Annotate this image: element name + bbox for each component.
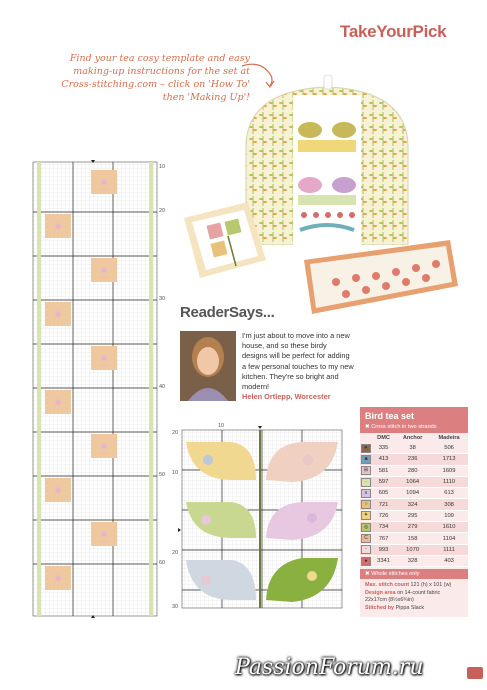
key-symbol [360,522,372,533]
thread-swatch-icon: ∧ [361,489,371,498]
left-tick-4: 40 [159,384,165,390]
key-dmc: 597 [372,476,395,487]
key-anchor: 324 [395,499,430,510]
key-madeira: 308 [430,499,468,510]
thread-swatch-icon: ● [361,557,371,566]
watermark: PassionForum.ru [235,655,424,680]
thread-swatch-icon: ♥ [361,444,371,453]
key-dmc: 721 [372,499,395,510]
key-madeira: 109 [430,510,468,521]
bottom-top-tick: 10 [218,423,225,429]
bird-chart [172,420,348,612]
stitched-by: Pippa Slack [395,605,425,612]
key-table [360,433,468,567]
thread-swatch-icon: ⊞ [361,466,371,475]
design-area-label: Design area [365,589,396,596]
key-row [360,544,468,555]
key-dmc: 581 [372,465,395,476]
key-anchor: 295 [395,510,430,521]
reader-name: Helen Ortlepp, Worcester [242,392,331,402]
key-madeira: 1104 [430,533,468,544]
key-madeira: 1610 [430,522,468,533]
thread-swatch-icon: ✦ [361,511,371,520]
thread-swatch-icon: C [361,534,371,543]
stitch-count: 121 (h) x 101 (w) [410,582,452,589]
thread-swatch-icon: ▫ [361,545,371,554]
key-symbol [360,544,372,555]
bottom-side-tick-2: 10 [172,470,179,476]
key-anchor: 1094 [395,488,430,499]
reader-quote [242,331,354,402]
key-madeira: 1713 [430,454,468,465]
key-row [360,510,468,521]
key-footer [360,579,468,615]
key-symbol [360,476,372,487]
key-anchor: 236 [395,454,430,465]
strip-chart [25,160,165,618]
key-row [360,488,468,499]
key-header-madeira: Madeira [438,435,460,441]
key-symbol [360,465,372,476]
key-symbol [360,555,372,566]
stitch-count-label: Max. stitch count [365,582,410,589]
key-symbol [360,510,372,521]
key-symbol [360,454,372,465]
thread-swatch-icon: ◎ [361,523,371,532]
thread-swatch-icon: · [361,478,371,487]
reader-photo [180,331,236,401]
key-anchor: 38 [395,443,430,454]
key-anchor: 1070 [395,544,430,555]
key-row [360,555,468,566]
thread-swatch-icon: ■ [361,455,371,464]
key-row [360,499,468,510]
key-madeira: 1110 [430,476,468,487]
key-madeira: 1609 [430,465,468,476]
bottom-side-tick-3: 20 [172,550,179,556]
key-row [360,476,468,487]
page-number-badge [467,667,483,679]
left-tick-3: 30 [159,296,165,302]
key-row [360,454,468,465]
key-symbol [360,488,372,499]
reader-says-title: ReaderSays... [180,304,275,321]
key-madeira: 506 [430,443,468,454]
coaster-photo [178,200,270,280]
key-madeira: 403 [430,555,468,566]
thread-key [360,407,468,617]
key-dmc: 3341 [372,555,395,566]
key-header-dmc: DMC [377,435,390,441]
key-anchor: 279 [395,522,430,533]
key-anchor: 1064 [395,476,430,487]
key-madeira: 1111 [430,544,468,555]
key-dmc: 767 [372,533,395,544]
left-tick-6: 60 [159,560,165,566]
key-dmc: 734 [372,522,395,533]
stitched-by-label: Stitched by [365,605,395,612]
key-anchor: 158 [395,533,430,544]
key-whole-text: Whole stitches only [371,571,420,578]
bottom-side-tick-1: 20 [172,430,179,436]
left-tick-1: 10 [159,164,165,170]
intro-text: Find your tea cosy template and easy making-up instructions for the set at Cross-stitching.com – click on 'How To' then 'Making Up'! [61,53,250,103]
key-row [360,465,468,476]
reader-quote-text: I'm just about to move into a new house, and so these birdy designs will be perfect for adding a few personal touches to my new kitchen. They're so bright and modern! [242,331,354,392]
key-madeira: 613 [430,488,468,499]
key-row [360,533,468,544]
bottom-side-tick-4: 30 [172,604,179,610]
key-dmc: 605 [372,488,395,499]
key-dmc: 726 [372,510,395,521]
thread-swatch-icon: ○ [361,500,371,509]
key-anchor: 280 [395,465,430,476]
key-symbol [360,443,372,454]
key-header-anchor: Anchor [402,435,423,441]
key-row [360,443,468,454]
table-runner-photo [300,238,460,316]
page-heading: TakeYourPick [340,22,447,41]
design-area: on 14-count fabric 22x17cm (8½x6¾in) [365,589,441,604]
key-dmc: 335 [372,443,395,454]
key-symbol [360,533,372,544]
key-subtitle-text: Cross stitch in two strands [371,424,437,430]
left-tick-2: 20 [159,208,165,214]
key-title: Bird tea set [360,407,468,423]
key-dmc: 413 [372,454,395,465]
left-tick-5: 50 [159,472,165,478]
key-whole-stitches: ✖ Whole stitches only [360,569,468,579]
key-symbol [360,499,372,510]
key-subtitle: ✖ Cross stitch in two strands [360,423,468,433]
key-row [360,522,468,533]
key-anchor: 328 [395,555,430,566]
key-dmc: 993 [372,544,395,555]
